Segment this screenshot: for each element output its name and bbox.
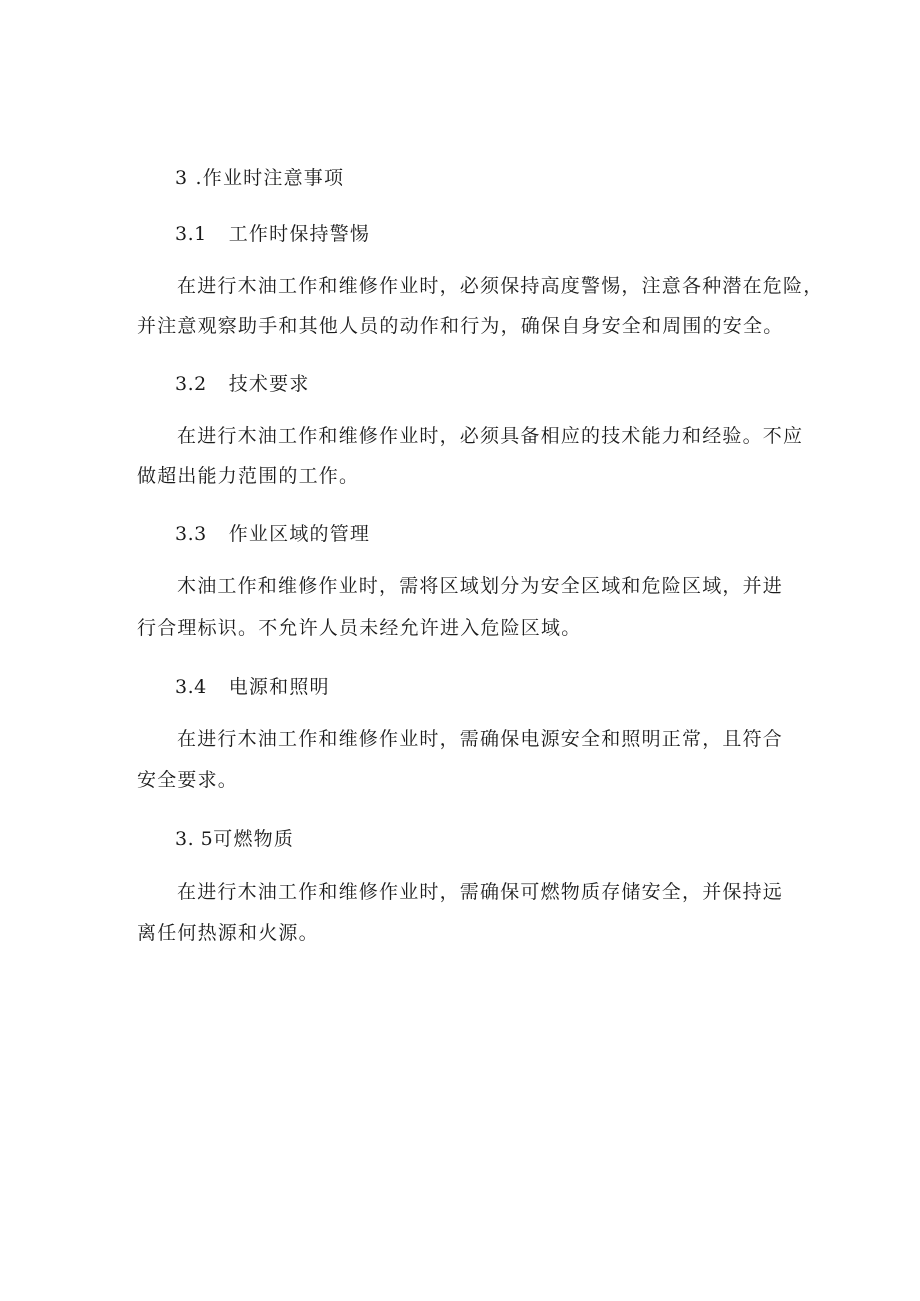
subsection-number: 3.4 (175, 676, 207, 698)
subsection-number: 3. 5 (175, 828, 214, 850)
subsection-title: 作业区域的管理 (228, 523, 371, 545)
subsection-heading-3-1 (175, 222, 370, 246)
paragraph-line: 行合理标识。不允许人员未经允许进入危险区域。 (137, 617, 582, 639)
subsection-title: 可燃物质 (213, 828, 295, 850)
paragraph-line: 木油工作和维修作业时，需将区域划分为安全区域和危险区域，并进 (177, 575, 784, 597)
subsection-title: 技术要求 (228, 373, 310, 395)
paragraph-line: 安全要求。 (137, 769, 239, 791)
subsection-number: 3.2 (175, 373, 207, 395)
subsection-title: 工作时保持警惕 (228, 223, 371, 245)
paragraph-line: 在进行木油工作和维修作业时，必须保持高度警惕，注意各种潜在危险， (177, 275, 824, 297)
subsection-number: 3.3 (175, 523, 207, 545)
subsection-heading-3-5 (175, 827, 294, 851)
subsection-heading-3-3 (175, 522, 370, 546)
subsection-heading-3-2 (175, 372, 310, 396)
paragraph-line: 在进行木油工作和维修作业时，必须具备相应的技术能力和经验。不应 (177, 425, 804, 447)
paragraph-line: 离任何热源和火源。 (137, 922, 319, 944)
subsection-number: 3.1 (175, 223, 207, 245)
paragraph-line: 在进行木油工作和维修作业时，需确保电源安全和照明正常，且符合 (177, 728, 784, 750)
paragraph-line: 并注意观察助手和其他人员的动作和行为，确保自身安全和周围的安全。 (137, 315, 784, 337)
subsection-heading-3-4 (175, 675, 330, 699)
paragraph-line: 在进行木油工作和维修作业时，需确保可燃物质存储安全，并保持远 (177, 881, 784, 903)
section-title: 3 .作业时注意事项 (175, 167, 345, 189)
subsection-title: 电源和照明 (228, 676, 330, 698)
paragraph-line: 做超出能力范围的工作。 (137, 465, 360, 487)
